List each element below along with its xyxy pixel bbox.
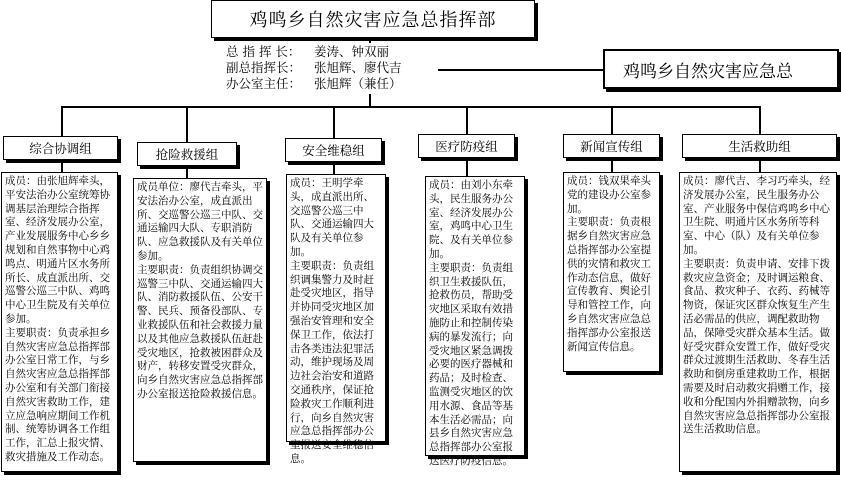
leader-names: 张旭辉（兼任） xyxy=(314,76,402,91)
group-duties: 成员：王明学牵头，成直派出所、交巡警公巡三中队、交通运输四大队及有关单位参加。 主要职责：负责组织调集警力及时赶赴受灾地区，指导并协同受灾地区加强治安管理和安全保卫工作，依法打击各类违法犯罪活动，维护现场及周边社会治安和道路交通秩序，保证抢险救灾工作顺利进行，向乡自然灾害应急总指挥部办公室报送安全维稳信息。 xyxy=(290,177,374,465)
group-header-medical xyxy=(418,134,515,158)
leader-row-commander xyxy=(226,44,438,60)
connector-drop-4 xyxy=(466,106,468,134)
connector-drop-5 xyxy=(611,106,613,134)
group-duties: 成员：廖代吉、李习巧牵头，经济发展办公室，民生服务办公室、产业服务中保信鸡鸣乡中心卫生院、明通片区水务所等科室、中心（队）及有关单位参加。 主要职责：负责申请、安排下拨救灾应急资金；及时调运粮食、食品、救灾种子、衣药、药械等物资，保证灾区群众恢复生产生活必需品的供应，调配救助物品，保障受灾群众基本生活。做好受灾群众安置工作，做好受灾群众过渡期生活救助、冬春生活救助和倒房重建救助工作，根据需要及时启动救灾捐赠工作，接收和分配国内外捐赠款物，向乡自然灾害应急总指挥部办公室报送生活救助信息。 xyxy=(683,175,830,436)
leader-names: 姜涛、钟双丽 xyxy=(314,44,390,59)
group-body-medical xyxy=(425,176,525,467)
connector-hdr-body-5 xyxy=(611,158,613,172)
office-box xyxy=(603,49,839,89)
group-name: 医疗防疫组 xyxy=(435,139,498,154)
leader-row-deputy xyxy=(226,60,438,76)
group-name: 抢险救援组 xyxy=(155,147,219,162)
leader-role: 办公室主任： xyxy=(226,76,302,91)
group-body-relief xyxy=(679,172,837,472)
connector-hdr-body-4 xyxy=(466,158,468,176)
group-name: 安全维稳组 xyxy=(302,143,365,158)
connector-leaders-down xyxy=(369,94,371,106)
group-header-security xyxy=(285,138,382,162)
group-name: 综合协调组 xyxy=(29,141,92,156)
leaders-box xyxy=(226,43,438,94)
group-header-coordination xyxy=(3,136,118,160)
command-title: 鸡鸣乡自然灾害应急总指挥部 xyxy=(249,10,497,31)
leader-names: 张旭辉、廖代吉 xyxy=(314,60,402,75)
group-header-relief xyxy=(682,134,837,158)
connector-hdr-body-2 xyxy=(186,166,188,178)
group-body-coordination xyxy=(1,172,118,472)
group-header-publicity xyxy=(563,134,660,158)
group-header-rescue xyxy=(137,142,237,166)
connector-hdr-body-1 xyxy=(61,160,63,172)
group-duties: 成员：由刘小东牵头，民生服务办公室、经济发展办公室，鸡鸣中心卫生院、及有关单位参加。 主要职责：负责组织卫生救援队伍，抢救伤员，帮助受灾地区采取有效措施防止和控制传染病的暴发流行；向受灾地区紧急调拨必要的医疗器械和药品；及时检查、监测受灾地区的饮用水源、食品等基本生活必需品；向县乡自然灾害应急总指挥部办公室报送医疗防疫信息。 xyxy=(429,179,513,467)
group-body-rescue xyxy=(133,178,267,462)
connector-hdr-body-3 xyxy=(333,162,335,174)
connector-horizontal-bus xyxy=(61,106,759,108)
group-duties: 成员：由张旭辉牵头，平安法治办公室统筹协调基层治理综合指挥室、经济发展办公室，产业发展服务中心乡乡规划和自然事物中心鸡鸣点、明通片区水务所所长、成直派出所、交巡警公巡三中队、鸡鸣中心卫生院及有关单位参加。 主要职责：负责承担乡自然灾害应急总指挥部办公室日常工作，与乡自然灾害应急总指挥部办公室和有关部门衔接自然灾害救助工作，建立应急响应期间工作机制、统筹协调各工作组工作，汇总上报灾情、救灾措施及工作动态。 xyxy=(5,175,110,463)
group-body-security xyxy=(286,174,386,465)
leader-row-office-director xyxy=(226,76,438,92)
connector-leaders-office xyxy=(438,69,603,71)
group-name: 生活救助组 xyxy=(728,139,791,154)
group-name: 新闻宣传组 xyxy=(580,139,643,154)
connector-drop-6 xyxy=(759,106,761,134)
connector-drop-3 xyxy=(333,106,335,138)
group-duties: 成员：钱双果牵头党的建设办公室参加。 主要职责：负责根据乡自然灾害应急总指挥部办公室提供的灾情和救灾工作动态信息，做好宣传教育、舆论引导和管控工作，向乡自然灾害应急总指挥部办公室报送新闻宣传信息。 xyxy=(567,175,651,353)
connector-drop-1 xyxy=(61,106,63,136)
group-duties: 成员单位：廖代吉牵头，平安法治办公室，成直派出所、交巡警公巡三中队、交通运输四大队、专职消防队、应急救援队及有关单位参加。 主要职责：负责组织协调交巡警三中队、交通运输四大队、消防救援队伍、公安干警、民兵、预备役部队、专业救援队伍和社会救援力量以及其他应急救援队伍赶赴受灾地区，抢救被困群众及财产，转移安置受灾群众，向乡自然灾害应急总指挥部办公室报送抢险救援信息。 xyxy=(137,181,263,400)
office-title: 鸡鸣乡自然灾害应急总 xyxy=(623,61,793,82)
connector-hdr-body-6 xyxy=(759,158,761,172)
connector-drop-2 xyxy=(186,106,188,142)
leader-role: 总 指 挥 长： xyxy=(226,44,301,59)
group-body-publicity xyxy=(563,172,660,372)
leader-role: 副总指挥长： xyxy=(226,60,302,75)
command-title-box xyxy=(211,0,535,38)
